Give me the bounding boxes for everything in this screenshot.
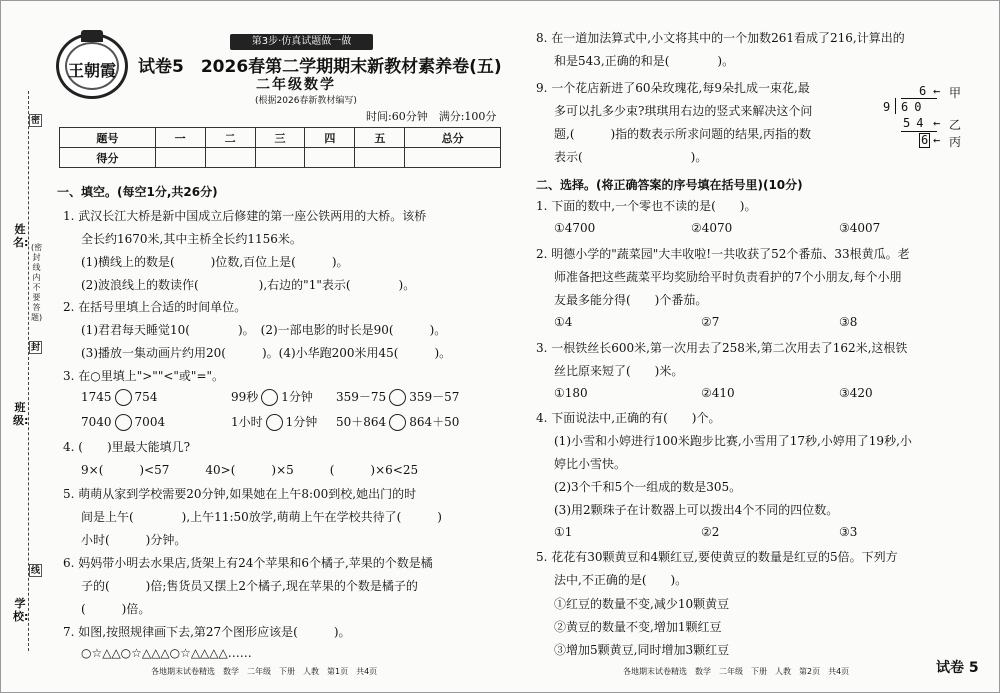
- compare-row-2: [231, 413, 317, 431]
- choice-5-line-1: 5. 花花有30颗黄豆和4颗红豆,要使黄豆的数量是红豆的5倍。下列方: [536, 550, 898, 564]
- compare-right: 359－57: [409, 390, 460, 404]
- compare-left: 50＋864: [336, 415, 387, 429]
- compare-row-2: [336, 413, 459, 431]
- choice-5-option-a[interactable]: ①红豆的数量不变,减少10颗黄豆: [554, 597, 730, 611]
- compare-right: 864＋50: [409, 415, 460, 429]
- choice-2-line-2: 师准备把这些蔬菜平均奖励给平时负责看护的7个小朋友,每个小朋: [554, 270, 902, 284]
- compare-row-2: [81, 413, 165, 431]
- score-cell[interactable]: [305, 148, 355, 168]
- footer-right: 各地期末试卷精选 数学 二年级 下册 人教 第2页 共4页: [623, 667, 850, 676]
- question-1-part-1: (1)横线上的数是( )位数,百位上是( )。: [81, 255, 349, 269]
- question-6-line-3: ( )倍。: [81, 602, 151, 616]
- choice-3-line-1: 3. 一根铁丝长600米,第一次用去了258米,第二次用去了162米,这根铁: [536, 341, 908, 355]
- choice-2-option-a[interactable]: ①4: [554, 315, 573, 329]
- question-5-line-1: 5. 萌萌从家到学校需要20分钟,如果她在上午8:00到校,她出门的时: [63, 487, 417, 501]
- compare-left: 359－75: [336, 390, 387, 404]
- section-fill-blank: 一、填空。(每空1分,共26分): [57, 185, 218, 199]
- question-1-line-1: 1. 武汉长江大桥是新中国成立后修建的第一座公铁两用的大桥。该桥: [63, 209, 427, 223]
- compare-left: 1小时: [231, 415, 263, 429]
- question-7: 7. 如图,按照规律画下去,第27个图形应该是( )。: [63, 625, 351, 639]
- compare-right: 754: [134, 390, 158, 404]
- label-jia: 甲: [949, 86, 962, 100]
- question-6-line-1: 6. 妈妈带小明去水果店,货架上有24个苹果和6个橘子,苹果的个数是橘: [63, 556, 433, 570]
- choice-3-option-c[interactable]: ③420: [839, 386, 873, 400]
- paper-number-tag: 试卷 5: [936, 660, 979, 676]
- choice-2-line-1: 2. 明德小学的"蔬菜园"大丰收啦!一共收获了52个番茄、33根黄瓜。老: [536, 247, 910, 261]
- score-table: [59, 127, 501, 168]
- division-quotient: 6: [919, 84, 927, 98]
- question-4-items: 9×( )<57 40>( )×5 ( )×6<25: [81, 463, 419, 477]
- choice-4-option-b[interactable]: ②2: [701, 525, 720, 539]
- seal-mark: 线: [30, 566, 40, 576]
- class-label: 班级:: [13, 401, 29, 427]
- arrow-left-icon: ←: [933, 84, 941, 98]
- publisher-logo: [56, 33, 128, 99]
- question-2: 2. 在括号里填上合适的时间单位。: [63, 300, 247, 314]
- question-1-part-2: (2)波浪线上的数读作( ),右边的"1"表示( )。: [81, 278, 416, 292]
- question-5-line-2: 间是上午( ),上午11:50放学,萌萌上午在学校共待了( ): [81, 510, 442, 524]
- compare-circle[interactable]: [261, 389, 278, 406]
- score-cell[interactable]: [255, 148, 305, 168]
- compare-left: 99秒: [231, 390, 259, 404]
- crown-icon: [81, 30, 103, 42]
- seal-mark: 密: [30, 116, 40, 126]
- question-2-row-1: (1)君君每天睡觉10( )。 (2)一部电影的时长是90( )。: [81, 323, 447, 337]
- arrow-left-icon: ←: [933, 133, 941, 147]
- question-9-line-2: 多可以扎多少束?琪琪用右边的竖式来解决这个问: [554, 104, 813, 118]
- choice-1-option-b[interactable]: ②4070: [691, 221, 733, 235]
- score-row-label: 得分: [60, 148, 156, 168]
- choice-2-option-b[interactable]: ②7: [701, 315, 720, 329]
- choice-4-stmt-1a: (1)小雪和小婷进行100米跑步比赛,小雪用了17秒,小婷用了19秒,小: [554, 434, 912, 448]
- step-banner: 第3步·仿真试题做一做: [230, 34, 373, 50]
- choice-2-option-c[interactable]: ③8: [839, 315, 858, 329]
- choice-4-stmt-1b: 婷比小雪快。: [554, 457, 627, 471]
- compare-circle[interactable]: [389, 414, 406, 431]
- exam-title: 试卷5 2026春第二学期期末新教材素养卷(五): [138, 57, 502, 77]
- time-score-info: 时间:60分钟 满分:100分: [366, 110, 497, 123]
- compare-row-1: [81, 388, 157, 406]
- choice-1-option-a[interactable]: ①4700: [554, 221, 596, 235]
- question-5-line-3: 小时( )分钟。: [81, 533, 187, 547]
- compare-circle[interactable]: [266, 414, 283, 431]
- compare-right: 7004: [134, 415, 166, 429]
- score-header-cell: 四: [305, 128, 355, 148]
- compare-row-1: [231, 388, 313, 406]
- choice-3-line-2: 丝比原来短了( )米。: [554, 364, 684, 378]
- score-header-cell: 五: [355, 128, 405, 148]
- school-label: 学校:: [13, 597, 29, 623]
- choice-4-option-a[interactable]: ①1: [554, 525, 573, 539]
- compare-circle[interactable]: [115, 414, 132, 431]
- score-header-cell: 总分: [405, 128, 501, 148]
- compare-left: 1745: [81, 390, 112, 404]
- score-table-row: [60, 148, 501, 168]
- choice-4: 4. 下面说法中,正确的有( )个。: [536, 411, 721, 425]
- score-cell[interactable]: [405, 148, 501, 168]
- choice-4-option-c[interactable]: ③3: [839, 525, 858, 539]
- question-9-line-1: 9. 一个花店新进了60朵玫瑰花,每9朵扎成一束花,最: [536, 81, 810, 95]
- choice-2-line-3: 友最多能分得( )个番茄。: [554, 293, 708, 307]
- score-table-header: [60, 128, 501, 148]
- compare-circle[interactable]: [389, 389, 406, 406]
- division-divisor: 9: [883, 100, 891, 114]
- compare-circle[interactable]: [115, 389, 132, 406]
- division-remainder: 6: [921, 133, 929, 147]
- choice-5-option-c[interactable]: ③增加5颗黄豆,同时增加3颗红豆: [554, 643, 730, 657]
- logo-text: 王朝霞: [67, 61, 116, 80]
- seal-warning: (密封线内不要答题): [31, 243, 43, 322]
- question-9-line-4: 表示( )。: [554, 150, 708, 164]
- label-yi: 乙: [949, 118, 962, 132]
- score-header-cell: 三: [255, 128, 305, 148]
- choice-5-option-b[interactable]: ②黄豆的数量不变,增加1颗红豆: [554, 620, 722, 634]
- choice-5-line-2: 法中,不正确的是( )。: [554, 573, 688, 587]
- exam-subtitle: 二年级数学: [256, 77, 336, 93]
- seal-mark: 封: [30, 343, 40, 353]
- choice-4-stmt-3: (3)用2颗珠子在计数器上可以拨出4个不同的四位数。: [554, 503, 839, 517]
- compare-right: 1分钟: [285, 415, 318, 429]
- question-1-line-2: 全长约1670米,其中主桥全长约1156米。: [81, 232, 302, 246]
- choice-3-option-b[interactable]: ②410: [701, 386, 735, 400]
- question-3: 3. 在○里填上">""<"或"="。: [63, 369, 225, 383]
- division-dividend: 60: [901, 100, 928, 114]
- arrow-left-icon: ←: [933, 116, 941, 130]
- compare-left: 7040: [81, 415, 112, 429]
- score-header-cell: 二: [205, 128, 255, 148]
- question-6-line-2: 子的( )倍;售货员又摆上2个橘子,现在苹果的个数是橘子的: [81, 579, 418, 593]
- name-label: 姓名:: [13, 223, 29, 249]
- footer-left: 各地期末试卷精选 数学 二年级 下册 人教 第1页 共4页: [151, 667, 378, 676]
- division-product: 54: [903, 116, 930, 130]
- edition-note: (根据2026春新教材编写): [255, 96, 357, 106]
- score-header-cell: 一: [155, 128, 205, 148]
- score-header-cell: 题号: [60, 128, 156, 148]
- long-division: [883, 84, 993, 154]
- question-8-line-1: 8. 在一道加法算式中,小文将其中的一个加数261看成了216,计算出的: [536, 31, 905, 45]
- choice-4-stmt-2: (2)3个千和5个一组成的数是305。: [554, 480, 742, 494]
- question-7-pattern: ○☆△△○☆△△△○☆△△△△……: [81, 646, 252, 660]
- section-choice: 二、选择。(将正确答案的序号填在括号里)(10分): [536, 178, 803, 192]
- compare-right: 1分钟: [281, 390, 313, 404]
- score-cell[interactable]: [155, 148, 205, 168]
- question-2-row-2: (3)播放一集动画片约用20( )。(4)小华跑200米用45( )。: [81, 346, 452, 360]
- label-bing: 丙: [949, 135, 962, 149]
- choice-1-option-c[interactable]: ③4007: [839, 221, 881, 235]
- question-9-line-3: 题,( )指的数表示所求问题的结果,丙指的数: [554, 127, 811, 141]
- compare-row-1: [336, 388, 459, 406]
- question-8-line-2: 和是543,正确的和是( )。: [554, 54, 735, 68]
- question-4: 4. ( )里最大能填几?: [63, 440, 191, 454]
- score-cell[interactable]: [205, 148, 255, 168]
- choice-1: 1. 下面的数中,一个零也不读的是( )。: [536, 199, 757, 213]
- choice-3-option-a[interactable]: ①180: [554, 386, 588, 400]
- score-cell[interactable]: [355, 148, 405, 168]
